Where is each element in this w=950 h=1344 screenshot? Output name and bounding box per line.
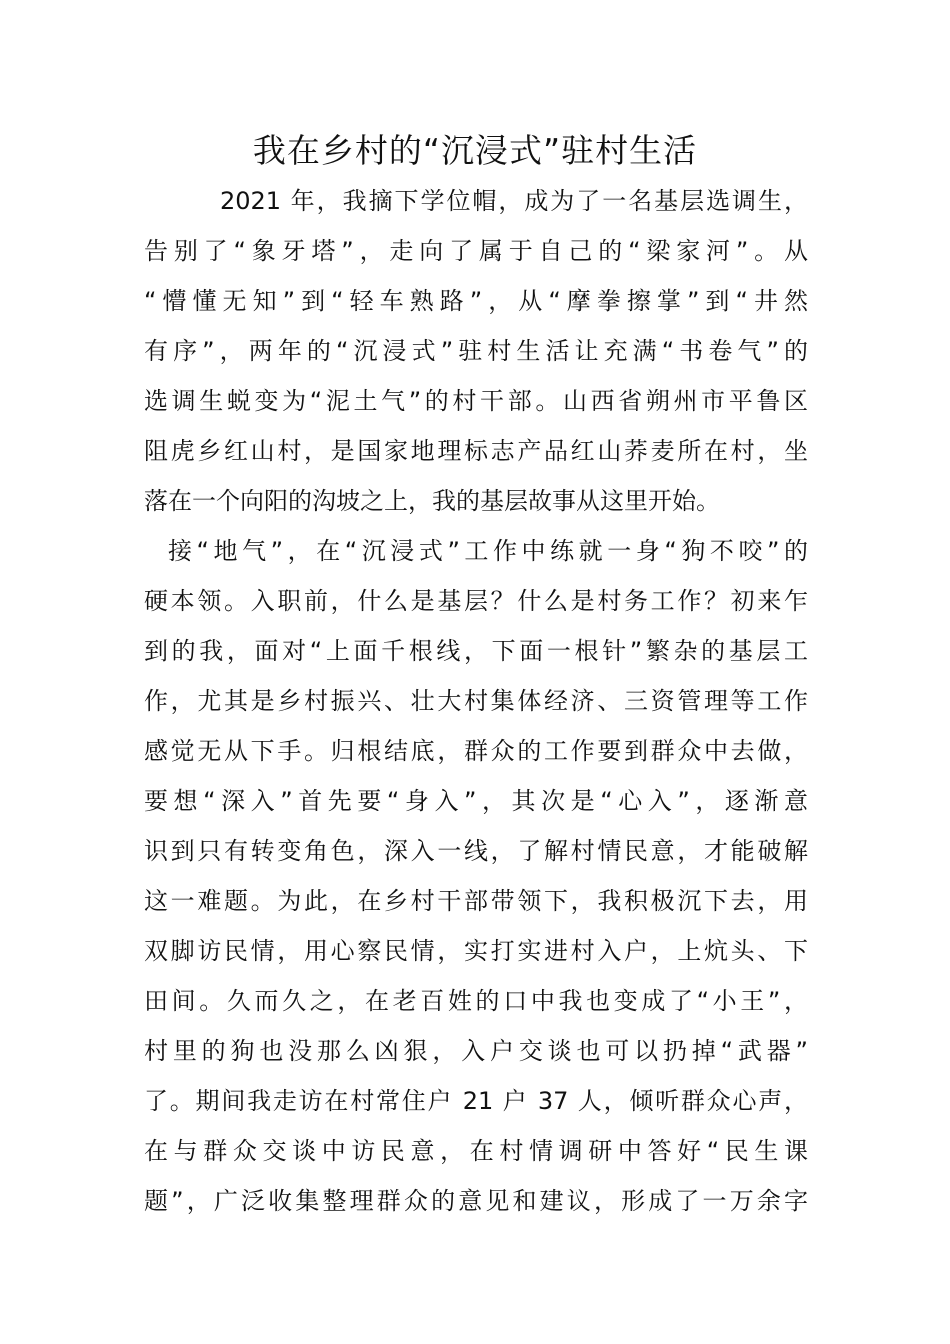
- paragraph-line: 村里的狗也没那么凶狠，入户交谈也可以扔掉“武器”: [144, 1037, 808, 1065]
- paragraph-line: 在与群众交谈中访民意，在村情调研中答好“民生课: [144, 1137, 808, 1165]
- paragraph-line: 告别了“象牙塔”，走向了属于自己的“梁家河”。从: [144, 237, 808, 265]
- paragraph-line: 2021 年，我摘下学位帽，成为了一名基层选调生，: [220, 187, 808, 215]
- paragraph-line: 这一难题。为此，在乡村干部带领下，我积极沉下去，用: [144, 887, 808, 915]
- paragraph-line: 田间。久而久之，在老百姓的口中我也变成了“小王”，: [144, 987, 808, 1015]
- paragraph-line: 识到只有转变角色，深入一线，了解村情民意，才能破解: [144, 837, 808, 865]
- paragraph-line: 选调生蜕变为“泥土气”的村干部。山西省朔州市平鲁区: [144, 387, 808, 415]
- paragraph-line: 了。期间我走访在村常住户 21 户 37 人，倾听群众心声，: [144, 1087, 808, 1115]
- paragraph-line: 接“地气”，在“沉浸式”工作中练就一身“狗不咬”的: [168, 537, 808, 565]
- paragraph-line: 感觉无从下手。归根结底，群众的工作要到群众中去做，: [144, 737, 808, 765]
- paragraph-line: 硬本领。入职前，什么是基层？什么是村务工作？初来乍: [144, 587, 808, 615]
- paragraph-line: 要想“深入”首先要“身入”，其次是“心入”，逐渐意: [144, 787, 808, 815]
- paragraph-line: “懵懂无知”到“轻车熟路”，从“摩拳擦掌”到“井然: [144, 287, 808, 315]
- paragraph-line: 有序”，两年的“沉浸式”驻村生活让充满“书卷气”的: [144, 337, 808, 365]
- paragraph-line: 落在一个向阳的沟坡之上，我的基层故事从这里开始。: [144, 487, 720, 515]
- paragraph-line: 双脚访民情，用心察民情，实打实进村入户，上炕头、下: [144, 937, 808, 965]
- paragraph-line: 作，尤其是乡村振兴、壮大村集体经济、三资管理等工作: [144, 687, 808, 715]
- document-body: [144, 176, 808, 1226]
- paragraph-line: 到的我，面对“上面千根线，下面一根针”繁杂的基层工: [144, 637, 808, 665]
- paragraph-line: 题”，广泛收集整理群众的意见和建议，形成了一万余字: [144, 1187, 808, 1215]
- document-title: 我在乡村的“沉浸式”驻村生活: [252, 131, 698, 170]
- paragraph-line: 阻虎乡红山村，是国家地理标志产品红山荞麦所在村，坐: [144, 437, 808, 465]
